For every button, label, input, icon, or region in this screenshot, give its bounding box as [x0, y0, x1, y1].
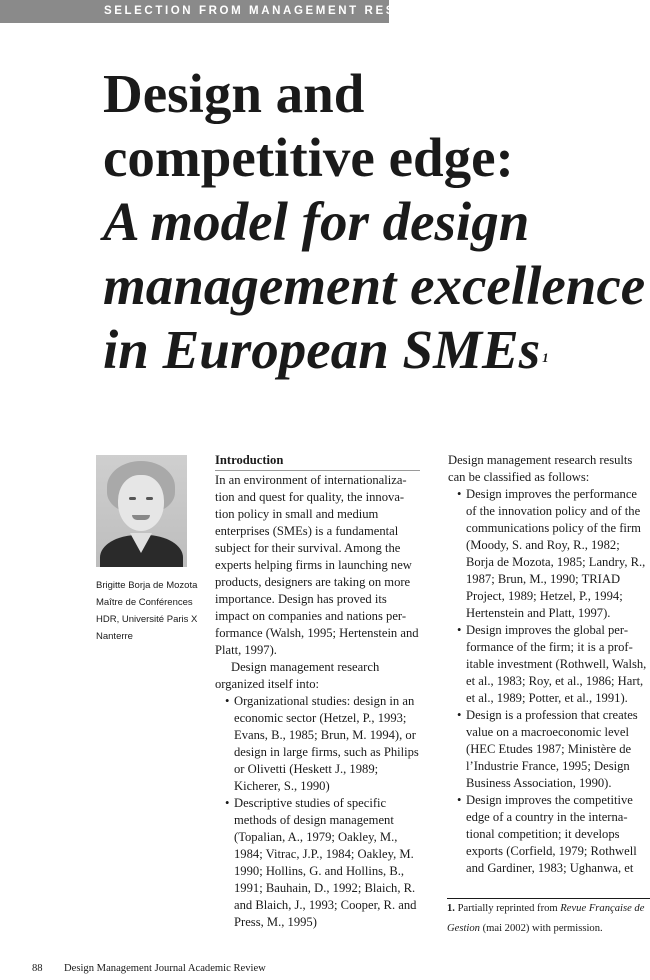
bullet-glyph: • — [225, 796, 230, 810]
bullet-glyph: • — [457, 708, 462, 722]
title-line-5 — [103, 318, 648, 382]
author-caption — [96, 577, 208, 645]
title-line-2: competitive edge: — [103, 127, 514, 188]
list-item-text: Design improves the global per- formance of the firm; it is a prof- itable investment (Rothwell, Walsh, et al., 1983; Roy, et al., 1986; Hart, et al., 1989; Potter, et al., 1991). — [466, 623, 647, 705]
list-item — [448, 707, 650, 792]
footnote-pre-text: Partially reprinted from — [457, 903, 558, 914]
list-item-text: Descriptive studies of specific methods of design management (Topalian, A., 1979; Oakley, M., 1984; Vitrac, J.P., 1984; Oakley, M. 1990; Hollins, G. and Hollins, B., 1991; Bauhain, D., 1992; Blaich, R. and Blaich, J., 1993; Cooper, R. and Press, M., 1995) — [234, 796, 417, 929]
author-city: Nanterre — [96, 631, 133, 642]
bullet-glyph: • — [457, 487, 462, 501]
title-line-3: A model for design — [103, 191, 530, 252]
list-item — [448, 486, 650, 622]
body-column-1 — [215, 452, 420, 931]
footnote-journal-title: Revue Française de Gestion — [447, 903, 645, 934]
paragraph-introduction: In an environment of internationaliza- tion and quest for quality, the innova- tion policy in small and medium enterprises (SMEs) is a fundamental subject for their survival. Among the experts helping firms in launching new products, designers are taking on more importance. Design has proved its impact on companies and nations per- formance (Walsh, 1995; Hertenstein and Platt, 1997). — [215, 473, 419, 657]
title-line-1: Design and — [103, 63, 365, 124]
bullet-glyph: • — [457, 623, 462, 637]
photo-eye-left — [129, 497, 136, 500]
photo-face — [118, 475, 164, 531]
photo-mouth — [132, 515, 150, 520]
author-name: Brigitte Borja de Mozota — [96, 580, 198, 591]
footnote-post-text: (mai 2002) with permission. — [482, 923, 603, 934]
list-item — [215, 795, 420, 931]
title-footnote-mark: 1 — [542, 350, 549, 365]
body-column-2 — [448, 452, 650, 877]
author-photo — [96, 455, 187, 567]
author-affiliation: HDR, Université Paris X — [96, 614, 198, 625]
paragraph-research-organized: Design management research organized itself into: — [215, 660, 380, 691]
list-item-text: Design improves the competitive edge of a country in the interna- tional competition; it develops exports (Corfield, 1979; Rothwell and Gardiner, 1983; Ughanwa, et — [466, 793, 637, 875]
title-line-5-text: in European SMEs — [103, 319, 541, 380]
footnote-number: 1. — [447, 903, 455, 914]
footnote — [447, 898, 650, 939]
list-item-text: Design is a profession that creates value on a macroeconomic level (HEC Etudes 1987; Ministère de l’Industrie France, 1995; Design Business Association, 1990). — [466, 708, 638, 790]
list-item-text: Design improves the performance of the innovation policy and of the communications policy of the firm (Moody, S. and Roy, R., 1982; Borja de Mozota, 1985; Landry, R., 1987; Brun, M., 1990; TRIAD Project, 1989; Hetzel, P., 1994; Hertenstein and Platt, 1997). — [466, 487, 646, 620]
page-footer — [32, 963, 266, 974]
section-heading-introduction: Introduction — [215, 452, 420, 471]
section-banner: SELECTION FROM MANAGEMENT RESEARCH — [0, 0, 389, 23]
page-number: 88 — [32, 963, 43, 974]
list-item — [215, 693, 420, 795]
list-item — [448, 792, 650, 877]
title-line-4: management excellence — [103, 255, 646, 316]
author-role: Maître de Conférences — [96, 597, 193, 608]
photo-eye-right — [146, 497, 153, 500]
list-item-text: Organizational studies: design in an economic sector (Hetzel, P., 1993; Evans, B., 1985; Brun, M. 1994), or design in large firms, such as Philips or Olivetti (Heskett J., 1989; Kicherer, S., 1990) — [234, 694, 419, 793]
bullet-glyph: • — [225, 694, 230, 708]
list-item — [448, 622, 650, 707]
article-title — [103, 62, 648, 382]
footer-journal-name: Design Management Journal Academic Review — [64, 963, 266, 974]
bullet-glyph: • — [457, 793, 462, 807]
paragraph-results-intro: Design management research results can be classified as follows: — [448, 453, 633, 484]
